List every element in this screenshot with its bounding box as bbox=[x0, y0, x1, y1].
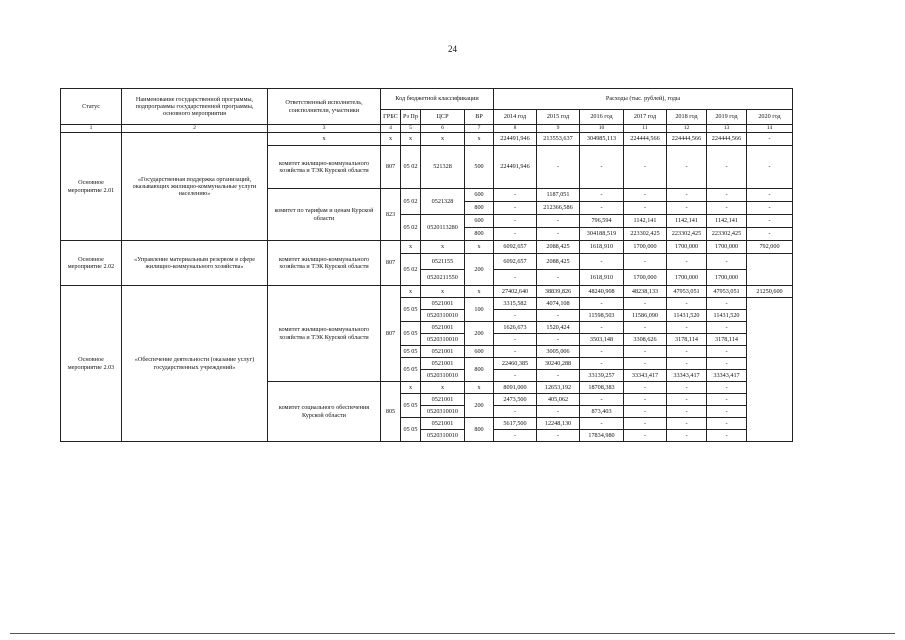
table-cell: 1700,000 bbox=[707, 241, 747, 254]
table-cell: - bbox=[537, 430, 580, 442]
status-cell: Основное мероприятие 2.01 bbox=[61, 133, 122, 241]
col-number: 4 bbox=[381, 125, 401, 133]
table-cell: - bbox=[537, 270, 580, 286]
table-cell: 807 bbox=[381, 146, 401, 189]
col-number: 5 bbox=[401, 125, 421, 133]
col-2016-header: 2016 год bbox=[580, 110, 624, 125]
table-cell: 805 bbox=[381, 382, 401, 442]
table-cell: 800 bbox=[465, 418, 494, 442]
table-cell: - bbox=[747, 146, 793, 189]
table-cell: - bbox=[667, 430, 707, 442]
table-cell: - bbox=[707, 394, 747, 406]
table-cell: х bbox=[401, 133, 421, 146]
table-cell: 200 bbox=[465, 254, 494, 286]
table-cell: 223302,425 bbox=[667, 228, 707, 241]
table-cell: - bbox=[624, 358, 667, 370]
table-cell: - bbox=[667, 298, 707, 310]
table-cell: 1520,424 bbox=[537, 322, 580, 334]
table-cell: - bbox=[667, 322, 707, 334]
table-cell: - bbox=[707, 202, 747, 215]
table-cell: 05 02 bbox=[401, 146, 421, 189]
table-cell: 807 bbox=[381, 286, 401, 382]
table-cell: - bbox=[580, 298, 624, 310]
table-cell: 05 05 bbox=[401, 346, 421, 358]
table-cell: 12248,130 bbox=[537, 418, 580, 430]
table-cell: - bbox=[707, 382, 747, 394]
table-row bbox=[61, 286, 793, 298]
table-cell: 1618,910 bbox=[580, 270, 624, 286]
table-row bbox=[61, 241, 793, 254]
table-cell: 600 bbox=[465, 189, 494, 202]
table-cell: - bbox=[624, 394, 667, 406]
table-cell: 1700,000 bbox=[667, 270, 707, 286]
table-cell: 48240,908 bbox=[580, 286, 624, 298]
table-cell: 11431,520 bbox=[667, 310, 707, 322]
status-cell: Основное мероприятие 2.03 bbox=[61, 286, 122, 442]
table-cell: 500 bbox=[465, 146, 494, 189]
table-cell: 1142,141 bbox=[707, 215, 747, 228]
table-cell: х bbox=[268, 133, 381, 146]
table-cell: х bbox=[421, 286, 465, 298]
table-cell: 800 bbox=[465, 358, 494, 382]
executor-cell: комитет жилищно-коммунального хозяйства и ТЭК Курской области bbox=[268, 146, 381, 189]
table-cell: - bbox=[707, 146, 747, 189]
col-2020-header: 2020 год bbox=[747, 110, 793, 125]
table-cell: 5617,500 bbox=[494, 418, 537, 430]
col-number: 1 bbox=[61, 125, 122, 133]
table-cell: 796,594 bbox=[580, 215, 624, 228]
table-cell: 33343,417 bbox=[707, 370, 747, 382]
col-vr-header: ВР bbox=[465, 110, 494, 125]
name-cell: «Обеспечение деятельности (оказание услуг) государственных учреждений» bbox=[122, 286, 268, 442]
table-cell: - bbox=[667, 406, 707, 418]
table-cell: - bbox=[494, 270, 537, 286]
table-cell: 3308,626 bbox=[624, 334, 667, 346]
table-cell: 224491,946 bbox=[494, 133, 537, 146]
table-cell: - bbox=[707, 254, 747, 270]
table-cell: 2473,500 bbox=[494, 394, 537, 406]
table-cell: 304188,519 bbox=[580, 228, 624, 241]
table-cell: - bbox=[707, 418, 747, 430]
table-cell: 792,000 bbox=[747, 241, 793, 254]
table-cell: - bbox=[494, 215, 537, 228]
table-cell: - bbox=[494, 346, 537, 358]
page-number: 24 bbox=[448, 44, 457, 54]
col-number: 12 bbox=[667, 125, 707, 133]
table-cell: х bbox=[381, 133, 401, 146]
table-cell: 11586,090 bbox=[624, 310, 667, 322]
table-cell: 33139,257 bbox=[580, 370, 624, 382]
table-cell: - bbox=[707, 322, 747, 334]
table-cell: 224444,566 bbox=[667, 133, 707, 146]
bottom-rule bbox=[10, 633, 895, 634]
table-cell: 22460,385 bbox=[494, 358, 537, 370]
col-number: 9 bbox=[537, 125, 580, 133]
col-rzpr-header: Рз Пр bbox=[401, 110, 421, 125]
table-cell: 0521001 bbox=[421, 346, 465, 358]
table-cell: 0521001 bbox=[421, 358, 465, 370]
table-cell: 0521328 bbox=[421, 189, 465, 215]
table-cell: - bbox=[494, 202, 537, 215]
table-cell: х bbox=[421, 133, 465, 146]
table-cell: - bbox=[624, 418, 667, 430]
table-cell: 05 02 bbox=[401, 215, 421, 241]
table-cell: 30240,288 bbox=[537, 358, 580, 370]
table-cell: - bbox=[624, 189, 667, 202]
col-2014-header: 2014 год bbox=[494, 110, 537, 125]
table-cell: 3315,582 bbox=[494, 298, 537, 310]
table-cell: - bbox=[747, 189, 793, 202]
table-cell: 1626,673 bbox=[494, 322, 537, 334]
table-cell: 0520310010 bbox=[421, 334, 465, 346]
status-cell: Основное мероприятие 2.02 bbox=[61, 241, 122, 286]
table-cell: 1700,000 bbox=[624, 241, 667, 254]
table-cell: - bbox=[747, 215, 793, 228]
table-cell: 224444,566 bbox=[624, 133, 667, 146]
table-cell: - bbox=[667, 146, 707, 189]
table-cell: - bbox=[667, 382, 707, 394]
col-grbs-header: ГРБС bbox=[381, 110, 401, 125]
table-cell: 38839,826 bbox=[537, 286, 580, 298]
table-cell: 1187,051 bbox=[537, 189, 580, 202]
table-cell: 0521155 bbox=[421, 254, 465, 270]
expenses-header: Расходы (тыс. рублей), годы bbox=[494, 89, 793, 110]
table-cell: 1142,141 bbox=[667, 215, 707, 228]
table-cell: 05 05 bbox=[401, 394, 421, 418]
table-cell: 200 bbox=[465, 322, 494, 346]
table-cell: - bbox=[667, 202, 707, 215]
table-cell: х bbox=[421, 382, 465, 394]
table-cell: 0520310010 bbox=[421, 310, 465, 322]
table-cell: - bbox=[624, 322, 667, 334]
table-cell: - bbox=[667, 358, 707, 370]
table-cell: - bbox=[747, 228, 793, 241]
table-cell: 0520310010 bbox=[421, 370, 465, 382]
table-cell: - bbox=[580, 358, 624, 370]
table-cell: 223302,425 bbox=[707, 228, 747, 241]
budget-table bbox=[60, 88, 793, 442]
table-cell: 600 bbox=[465, 346, 494, 358]
table-cell: - bbox=[707, 358, 747, 370]
col-number: 14 bbox=[747, 125, 793, 133]
table-cell: 807 bbox=[381, 241, 401, 286]
table-cell: 17834,980 bbox=[580, 430, 624, 442]
table-cell: 8091,000 bbox=[494, 382, 537, 394]
table-cell: 224444,566 bbox=[707, 133, 747, 146]
table-cell: 405,062 bbox=[537, 394, 580, 406]
table-cell: 800 bbox=[465, 202, 494, 215]
table-cell: 3178,114 bbox=[667, 334, 707, 346]
table-cell: 1700,000 bbox=[624, 270, 667, 286]
table-cell: 47953,051 bbox=[667, 286, 707, 298]
table-cell: 21250,600 bbox=[747, 286, 793, 298]
table-cell: 213553,637 bbox=[537, 133, 580, 146]
table-cell: - bbox=[494, 370, 537, 382]
table-cell: - bbox=[494, 430, 537, 442]
col-name-header: Наименование государственной программы, подпрограммы государственной программы, основного мероприятия bbox=[122, 89, 268, 125]
table-cell: - bbox=[537, 310, 580, 322]
table-cell: - bbox=[580, 254, 624, 270]
table-cell: - bbox=[580, 189, 624, 202]
table-cell: - bbox=[707, 406, 747, 418]
table-cell: - bbox=[667, 254, 707, 270]
table-cell: - bbox=[494, 334, 537, 346]
col-number: 11 bbox=[624, 125, 667, 133]
table-cell: 05 05 bbox=[401, 358, 421, 382]
table-cell: 11431,520 bbox=[707, 310, 747, 322]
table-cell: 33343,417 bbox=[667, 370, 707, 382]
table-cell: х bbox=[465, 286, 494, 298]
name-cell: «Государственная поддержка организаций, оказывающих жилищно-коммунальные услуги населению» bbox=[122, 133, 268, 241]
name-cell: «Управление материальным резервом в сфере жилищно-коммунального хозяйства» bbox=[122, 241, 268, 286]
table-cell: 12653,192 bbox=[537, 382, 580, 394]
table-cell: 521328 bbox=[421, 146, 465, 189]
col-number: 8 bbox=[494, 125, 537, 133]
table-cell: 800 bbox=[465, 228, 494, 241]
table-cell: - bbox=[580, 202, 624, 215]
table-cell: 27402,640 bbox=[494, 286, 537, 298]
table-cell: - bbox=[537, 370, 580, 382]
table-cell: 48238,133 bbox=[624, 286, 667, 298]
table-row bbox=[61, 133, 793, 146]
table-cell: 0520310010 bbox=[421, 430, 465, 442]
table-cell: 11598,503 bbox=[580, 310, 624, 322]
table-cell: 1618,910 bbox=[580, 241, 624, 254]
table-cell: - bbox=[537, 334, 580, 346]
table-cell: 05 02 bbox=[401, 254, 421, 286]
table-cell: - bbox=[667, 418, 707, 430]
table-cell: 3503,148 bbox=[580, 334, 624, 346]
table-cell: 200 bbox=[465, 394, 494, 418]
table-cell: 0521001 bbox=[421, 298, 465, 310]
table-cell: - bbox=[580, 394, 624, 406]
table-cell: 2088,425 bbox=[537, 241, 580, 254]
table-cell: - bbox=[580, 418, 624, 430]
table-cell: - bbox=[580, 322, 624, 334]
table-cell: 4074,108 bbox=[537, 298, 580, 310]
table-cell: 47953,051 bbox=[707, 286, 747, 298]
executor-cell: комитет жилищно-коммунального хозяйства и ТЭК Курской области bbox=[268, 286, 381, 382]
table-cell: - bbox=[707, 430, 747, 442]
table-cell: 3005,006 bbox=[537, 346, 580, 358]
table-cell: - bbox=[707, 346, 747, 358]
table-cell: 05 02 bbox=[401, 189, 421, 215]
table-cell: - bbox=[494, 406, 537, 418]
col-number: 13 bbox=[707, 125, 747, 133]
table-cell: 0521001 bbox=[421, 322, 465, 334]
table-cell: 0521001 bbox=[421, 394, 465, 406]
empty-cell bbox=[747, 298, 793, 442]
executor-cell: комитет жилищно-коммунального хозяйства и ТЭК Курской области bbox=[268, 241, 381, 286]
table-cell: - bbox=[537, 406, 580, 418]
table-cell: 304985,113 bbox=[580, 133, 624, 146]
col-2015-header: 2015 год bbox=[537, 110, 580, 125]
table-cell: х bbox=[465, 133, 494, 146]
table-cell: х bbox=[401, 382, 421, 394]
col-executor-header: Ответственный исполнитель, соисполнители, участники bbox=[268, 89, 381, 125]
table-cell: 1700,000 bbox=[707, 270, 747, 286]
col-csr-header: ЦСР bbox=[421, 110, 465, 125]
table-cell: 100 bbox=[465, 298, 494, 322]
table-cell: - bbox=[624, 346, 667, 358]
col-number: 3 bbox=[268, 125, 381, 133]
table-cell: - bbox=[537, 215, 580, 228]
column-numbers-row bbox=[61, 125, 793, 133]
table-cell: - bbox=[707, 298, 747, 310]
table-cell: - bbox=[494, 228, 537, 241]
table-cell: 05 05 bbox=[401, 418, 421, 442]
table-cell: 600 bbox=[465, 215, 494, 228]
table-cell: 1700,000 bbox=[667, 241, 707, 254]
table-cell: х bbox=[421, 241, 465, 254]
table-cell: - bbox=[624, 202, 667, 215]
table-cell: - bbox=[667, 189, 707, 202]
table-cell: - bbox=[624, 430, 667, 442]
table-cell: - bbox=[494, 189, 537, 202]
table-cell: х bbox=[401, 286, 421, 298]
col-2018-header: 2018 год bbox=[667, 110, 707, 125]
table-cell: 823 bbox=[381, 189, 401, 241]
table-cell: 6092,657 bbox=[494, 241, 537, 254]
budget-code-header: Код бюджетной классификации bbox=[381, 89, 494, 110]
table-cell: - bbox=[624, 382, 667, 394]
table-cell: - bbox=[494, 310, 537, 322]
col-number: 2 bbox=[122, 125, 268, 133]
table-cell: - bbox=[624, 298, 667, 310]
table-cell: х bbox=[401, 241, 421, 254]
table-cell: - bbox=[747, 202, 793, 215]
col-2019-header: 2019 год bbox=[707, 110, 747, 125]
table-cell: 0521001 bbox=[421, 418, 465, 430]
table-cell: - bbox=[707, 189, 747, 202]
col-number: 7 bbox=[465, 125, 494, 133]
table-cell: 873,403 bbox=[580, 406, 624, 418]
table-cell: 1142,141 bbox=[624, 215, 667, 228]
executor-cell: комитет по тарифам и ценам Курской области bbox=[268, 189, 381, 241]
table-cell: х bbox=[465, 382, 494, 394]
table-cell: 05 05 bbox=[401, 298, 421, 322]
table-cell: 0520211550 bbox=[421, 270, 465, 286]
table-cell: х bbox=[465, 241, 494, 254]
col-number: 6 bbox=[421, 125, 465, 133]
table-cell: 05 05 bbox=[401, 322, 421, 346]
table-cell: 224491,946 bbox=[494, 146, 537, 189]
table-cell: - bbox=[624, 254, 667, 270]
table-cell: 18708,383 bbox=[580, 382, 624, 394]
table-cell: - bbox=[667, 346, 707, 358]
table-cell: - bbox=[747, 133, 793, 146]
executor-cell: комитет социального обеспечения Курской области bbox=[268, 382, 381, 442]
table-cell: 0520310010 bbox=[421, 406, 465, 418]
col-number: 10 bbox=[580, 125, 624, 133]
table-cell: - bbox=[580, 146, 624, 189]
header-row bbox=[61, 89, 793, 110]
table-cell: 223302,425 bbox=[624, 228, 667, 241]
table-cell: - bbox=[624, 146, 667, 189]
table-cell: 33343,417 bbox=[624, 370, 667, 382]
table-cell: - bbox=[624, 406, 667, 418]
table-cell: - bbox=[667, 394, 707, 406]
table-cell: 6092,657 bbox=[494, 254, 537, 270]
table-cell: 0520113280 bbox=[421, 215, 465, 241]
table-cell: 3178,114 bbox=[707, 334, 747, 346]
empty-cell bbox=[747, 254, 793, 286]
table-cell: 2088,425 bbox=[537, 254, 580, 270]
col-2017-header: 2017 год bbox=[624, 110, 667, 125]
table-cell: - bbox=[537, 228, 580, 241]
table-cell: - bbox=[537, 146, 580, 189]
table-cell: 212366,586 bbox=[537, 202, 580, 215]
table-cell: - bbox=[580, 346, 624, 358]
col-status-header: Статус bbox=[61, 89, 122, 125]
